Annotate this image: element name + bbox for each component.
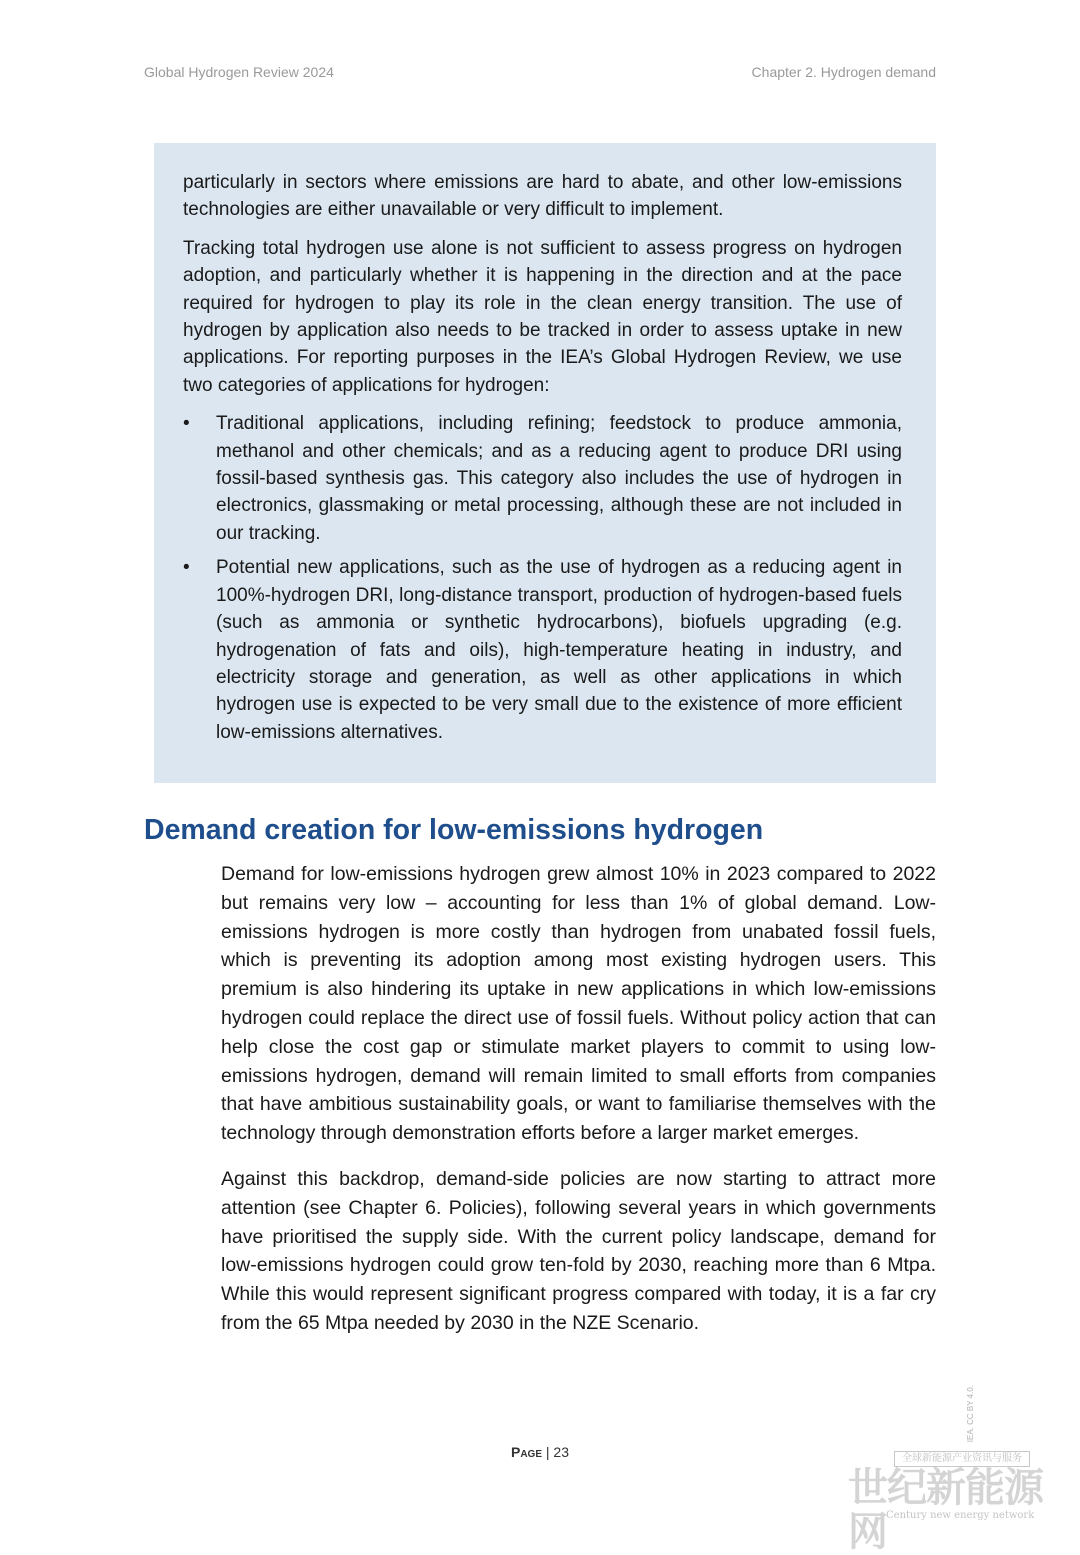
highlight-box	[154, 143, 936, 783]
list-item-text: Traditional applications, including refining; feedstock to produce ammonia, methanol and other chemicals; and as a reducing agent to produce DRI using fossil-based synthesis gas. This category also includes the use of hydrogen in electronics, glassmaking or metal processing, although these are not included in our tracking.	[216, 413, 902, 544]
watermark-tagline: 全球新能源产业资讯与服务	[894, 1451, 1030, 1467]
body-paragraph: Against this backdrop, demand-side policies are now starting to attract more attention (see Chapter 6. Policies), following several years in which governments have prioritised the supply side. With the current policy landscape, demand for low-emissions hydrogen could grow ten-fold by 2030, reaching more than 6 Mtpa. While this would represent significant progress compared with today, it is a far cry from the 65 Mtpa needed by 2030 in the NZE Scenario.	[221, 1167, 936, 1334]
bullet-icon: •	[183, 557, 190, 579]
bullet-list	[183, 410, 902, 746]
page-number: 23	[553, 1444, 569, 1460]
license-note: IEA. CC BY 4.0.	[966, 1385, 975, 1443]
running-header-title: Global Hydrogen Review 2024	[144, 64, 334, 80]
running-header-chapter: Chapter 2. Hydrogen demand	[751, 64, 936, 80]
page-label: Page	[510, 1444, 542, 1460]
list-item-text: Potential new applications, such as the use of hydrogen as a reducing agent in 100%-hydrogen DRI, long-distance transport, production of hydrogen-based fuels (such as ammonia or synthetic hydrocarbons), biofuels upgrading (e.g. hydrogenation of fats and oils), high-temperature heating in industry, and electricity storage and generation, as well as other applications in which hydrogen use is expected to be very small due to the existence of more efficient low-emissions alternatives.	[216, 557, 902, 743]
list-item	[183, 554, 902, 746]
list-item	[183, 410, 902, 547]
section-heading: Demand creation for low-emissions hydrogen	[144, 814, 764, 846]
watermark-logo: 世纪新能源网	[848, 1464, 1043, 1555]
section-body	[221, 860, 936, 1355]
watermark-english: Century new energy network	[886, 1510, 1035, 1521]
box-paragraph: particularly in sectors where emissions are hard to abate, and other low-emissions technologies are either unavailable or very difficult to implement.	[183, 172, 902, 221]
body-paragraph: Demand for low-emissions hydrogen grew almost 10% in 2023 compared to 2022 but remains very low – accounting for less than 1% of global demand. Low-emissions hydrogen is more costly than hydrogen from unabated fossil fuels, which is preventing its adoption among most existing hydrogen users. This premium is also hindering its uptake in new applications in which low-emissions hydrogen could replace the direct use of fossil fuels. Without policy action that can help close the cost gap or stimulate market players to commit to using low-emissions hydrogen, demand will remain limited to small efforts from companies that have ambitious sustainability goals, or want to familiarise themselves with the technology through demonstration efforts before a larger market emerges.	[221, 863, 936, 1145]
box-paragraph: Tracking total hydrogen use alone is not sufficient to assess progress on hydrogen adoption, and particularly whether it is happening in the direction and at the pace required for hydrogen to play its role in the clean energy transition. The use of hydrogen by application also needs to be tracked in order to assess uptake in new applications. For reporting purposes in the IEA’s Global Hydrogen Review, we use two categories of applications for hydrogen:	[183, 237, 902, 396]
bullet-icon: •	[183, 413, 190, 435]
page-separator: |	[542, 1444, 554, 1460]
